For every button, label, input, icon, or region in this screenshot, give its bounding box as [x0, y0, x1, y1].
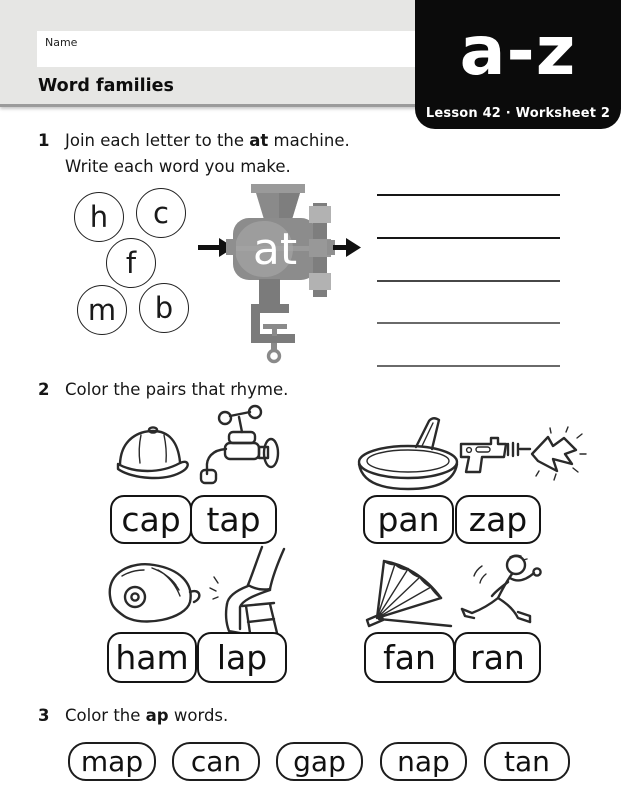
word-fan: fan [383, 638, 436, 677]
word-tan: tan [504, 745, 550, 778]
series-badge [415, 0, 621, 129]
pill-map[interactable] [68, 742, 156, 781]
word-box-ran[interactable] [454, 632, 541, 683]
word-lap: lap [216, 638, 268, 677]
name-input[interactable] [37, 31, 417, 67]
answer-line[interactable] [377, 194, 560, 196]
word-zap: zap [468, 500, 528, 539]
pill-gap[interactable] [276, 742, 363, 781]
word-box-fan[interactable] [364, 632, 455, 683]
pill-can[interactable] [172, 742, 260, 781]
lesson-worksheet-label: Lesson 42 · Worksheet 2 [425, 106, 611, 121]
ham-icon [102, 558, 204, 628]
word-can: can [190, 745, 242, 778]
letter-b: b [154, 291, 174, 325]
a-z-logo: a-z [459, 12, 577, 91]
tap-icon [198, 404, 280, 490]
word-gap: gap [293, 745, 346, 778]
pill-tan[interactable] [484, 742, 570, 781]
answer-line[interactable] [377, 280, 560, 282]
fan-icon [363, 556, 455, 630]
letter-f: f [125, 246, 137, 280]
exercise1-instruction [38, 128, 438, 180]
letter-circle-f[interactable] [106, 238, 156, 288]
cap-icon [112, 424, 194, 486]
letter-circle-b[interactable] [139, 283, 189, 333]
exercise2-number: 2 [38, 380, 50, 399]
exercise2-text: Color the pairs that rhyme. [65, 380, 289, 399]
word-tap: tap [206, 500, 261, 539]
at-machine-icon [195, 176, 361, 368]
word-box-pan[interactable] [363, 495, 454, 544]
word-box-ham[interactable] [107, 632, 197, 683]
output-arrow-icon [333, 238, 361, 257]
word-box-cap[interactable] [110, 495, 192, 544]
lap-icon [204, 545, 292, 635]
exercise3-number: 3 [38, 706, 50, 725]
word-box-tap[interactable] [190, 495, 277, 544]
word-ran: ran [470, 638, 525, 677]
ran-icon [452, 552, 552, 634]
word-pan: pan [377, 500, 440, 539]
answer-line[interactable] [377, 365, 560, 367]
word-cap: cap [121, 500, 181, 539]
letter-circle-h[interactable] [74, 192, 124, 242]
pill-nap[interactable] [380, 742, 467, 781]
name-label: Name [45, 36, 78, 49]
exercise1-number: 1 [38, 131, 50, 150]
word-map: map [80, 745, 144, 778]
exercise2-instruction [38, 377, 438, 403]
word-ham: ham [115, 638, 189, 677]
letter-circle-c[interactable] [136, 188, 186, 238]
exercise3-text: Color the ap words. [65, 706, 229, 725]
letter-m: m [87, 293, 117, 327]
word-nap: nap [397, 745, 450, 778]
letter-h: h [89, 200, 109, 234]
letter-circle-m[interactable] [77, 285, 127, 335]
word-box-lap[interactable] [197, 632, 287, 683]
answer-line[interactable] [377, 322, 560, 324]
answer-line[interactable] [377, 237, 560, 239]
pan-icon [356, 416, 464, 492]
letter-c: c [153, 196, 169, 230]
exercise1-text: Join each letter to the at machine. Write each word you make. [65, 131, 350, 176]
page-title: Word families [38, 76, 174, 96]
zap-icon [458, 424, 590, 492]
machine-label: at [252, 224, 298, 275]
exercise3-instruction [38, 703, 438, 729]
word-box-zap[interactable] [455, 495, 541, 544]
